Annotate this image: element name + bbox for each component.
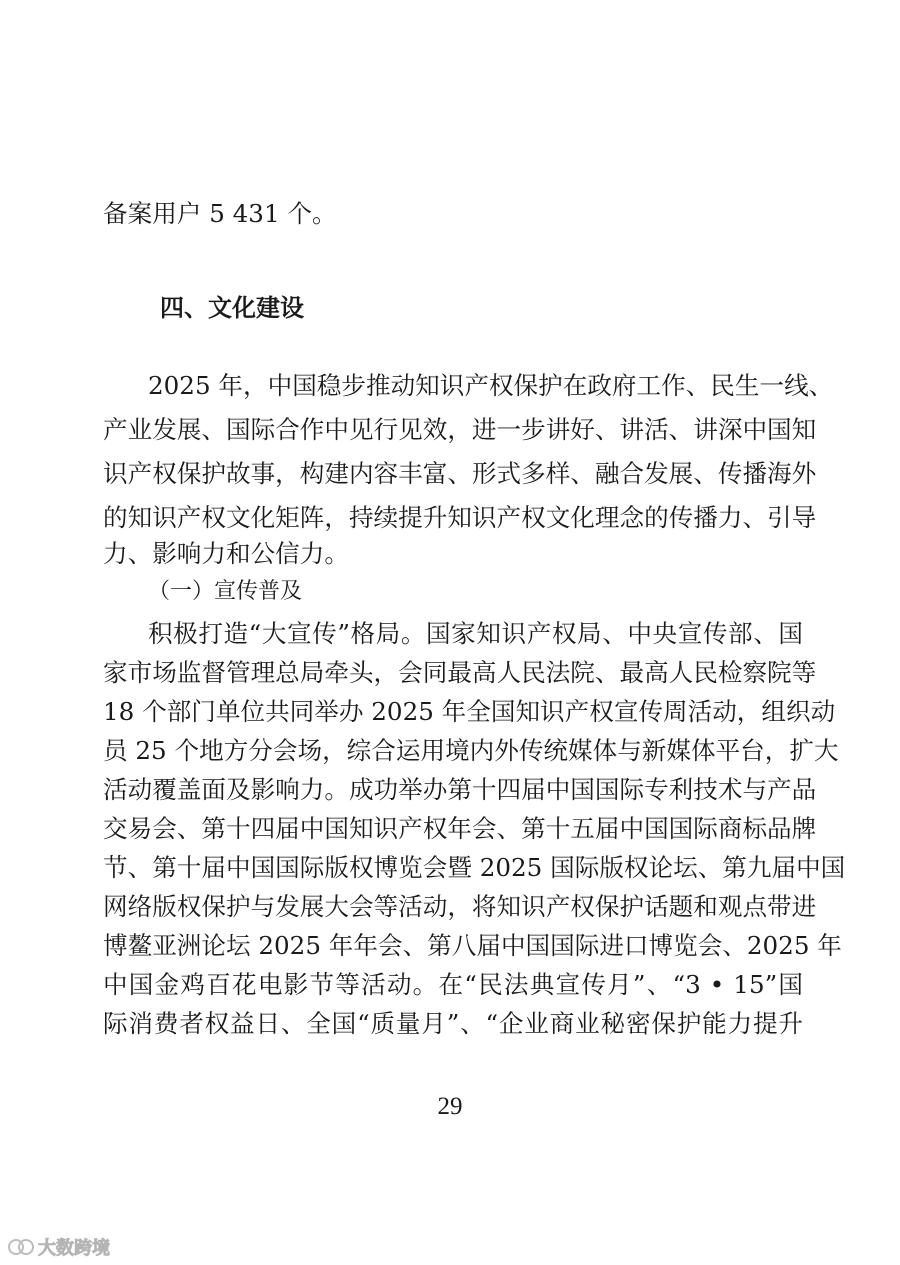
subsection-heading: （一）宣传普及: [148, 579, 303, 604]
paragraph-line: 积极打造“大宣传”格局。国家知识产权局、中央宣传部、国: [148, 619, 803, 648]
paragraph-line: 网络版权保护与发展大会等活动，将知识产权保护话题和观点带进: [103, 892, 817, 921]
paragraph-line: 博鳌亚洲论坛 2025 年年会、第八届中国国际进口博览会、2025 年: [103, 931, 842, 960]
intro-line: 备案用户 5 431 个。: [103, 199, 337, 228]
paragraph-line: 节、第十届中国国际版权博览会暨 2025 国际版权论坛、第九届中国: [103, 853, 846, 882]
page-number: 29: [437, 1093, 463, 1120]
section-heading: 四、文化建设: [160, 294, 304, 322]
paragraph-line: 交易会、第十四届中国知识产权年会、第十五届中国国际商标品牌: [103, 814, 817, 843]
paragraph-line: 力、影响力和公信力。: [103, 539, 349, 568]
paragraph-line: 中国金鸡百花电影节等活动。在“民法典宣传月”、“3 • 15”国: [103, 970, 803, 999]
paragraph-line: 际消费者权益日、全国“质量月”、“企业商业秘密保护能力提升: [103, 1009, 803, 1038]
paragraph-line: 家市场监督管理总局牵头，会同最高人民法院、最高人民检察院等: [103, 658, 817, 687]
paragraph-line: 产业发展、国际合作中见行见效，进一步讲好、讲活、讲深中国知: [103, 415, 817, 444]
watermark: [8, 1236, 110, 1258]
paragraph-line: 的知识产权文化矩阵，持续提升知识产权文化理念的传播力、引导: [103, 503, 817, 532]
watermark-logo-icon: [8, 1237, 34, 1257]
paragraph-line: 员 25 个地方分会场，综合运用境内外传统媒体与新媒体平台，扩大: [103, 736, 839, 765]
paragraph-line: 识产权保护故事，构建内容丰富、形式多样、融合发展、传播海外: [103, 459, 817, 488]
paragraph-line: 活动覆盖面及影响力。成功举办第十四届中国国际专利技术与产品: [103, 775, 817, 804]
watermark-text: 大数跨境: [38, 1238, 110, 1259]
paragraph-line: 2025 年，中国稳步推动知识产权保护在政府工作、民生一线、: [148, 371, 834, 400]
paragraph-line: 18 个部门单位共同举办 2025 年全国知识产权宣传周活动，组织动: [103, 697, 836, 726]
